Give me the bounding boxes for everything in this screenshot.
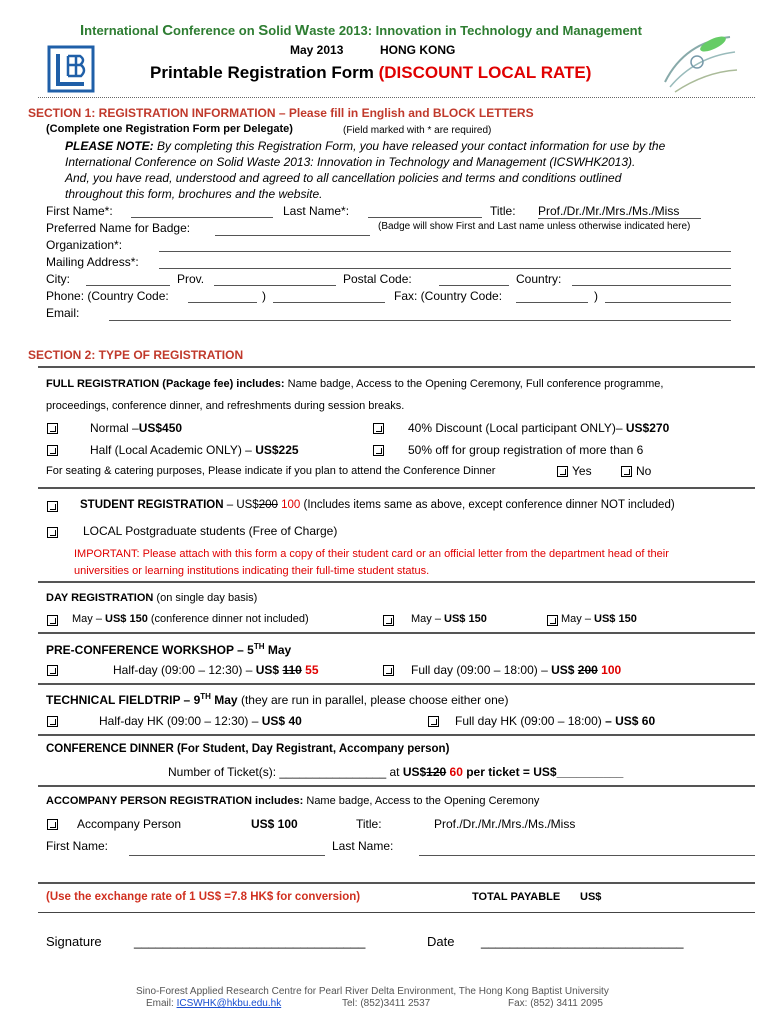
section2-rule: [38, 366, 755, 370]
dinner-no-label: No: [636, 464, 652, 478]
exchange-rate-note: (Use the exchange rate of 1 US$ =7.8 HK$ for conversion): [46, 891, 361, 903]
phone-field[interactable]: [273, 302, 385, 303]
full-registration-includes-2: proceedings, conference dinner, and refreshments during session breaks.: [46, 400, 405, 412]
workshop-full-option: Full day (09:00 – 18:00) – US$ 200 100: [411, 663, 622, 677]
half-local-checkbox[interactable]: [47, 445, 58, 456]
accompany-title-options[interactable]: Prof./Dr./Mr./Mrs./Ms./Miss: [434, 817, 576, 831]
mailing-address-field[interactable]: [159, 268, 731, 269]
badge-name-field[interactable]: [215, 235, 370, 236]
note-line-4: throughout this form, brochures and the website.: [65, 187, 323, 201]
normal-option: Normal –US$450: [90, 421, 183, 435]
first-name-field[interactable]: [131, 217, 273, 218]
dinner-tickets[interactable]: Number of Ticket(s): ________________ at US$120 60 per ticket = US$__________: [168, 765, 624, 779]
header-divider: [38, 97, 755, 98]
day2-checkbox[interactable]: [383, 615, 394, 626]
fax-code-field[interactable]: [516, 302, 588, 303]
note-line-1: PLEASE NOTE: By completing this Registration Form, you have released your contact information for use by the: [65, 139, 666, 153]
workshop-half-option: Half-day (09:00 – 12:30) – US$ 110 55: [113, 663, 319, 677]
day3-option: May – US$ 150: [561, 613, 637, 625]
section1-sub-note: (Field marked with * are required): [343, 125, 492, 136]
fieldtrip-title: TECHNICAL FIELDTRIP – 9TH May (they are run in parallel, please choose either one): [46, 692, 509, 707]
fieldtrip-half-checkbox[interactable]: [47, 716, 58, 727]
fax-label: Fax: (Country Code:: [394, 289, 503, 303]
rule-day: [38, 581, 755, 585]
phone-code-field[interactable]: [188, 302, 257, 303]
rule-accompany: [38, 785, 755, 789]
workshop-title: PRE-CONFERENCE WORKSHOP – 5TH May: [46, 642, 292, 657]
accompany-title: ACCOMPANY PERSON REGISTRATION includes: Name badge, Access to the Opening Ceremony: [46, 795, 540, 807]
student-registration: STUDENT REGISTRATION – US$200 100 (Includes items same as above, except conference dinner NOT included): [80, 499, 675, 511]
conference-place: HONG KONG: [380, 43, 456, 57]
day-registration-title: DAY REGISTRATION (on single day basis): [46, 592, 258, 604]
accompany-last-name-label: Last Name:: [332, 839, 394, 853]
organization-field[interactable]: [159, 251, 731, 252]
footer-email-link[interactable]: ICSWHK@hkbu.edu.hk: [176, 998, 282, 1009]
accompany-person-label: Accompany Person: [77, 817, 182, 831]
fieldtrip-full-checkbox[interactable]: [428, 716, 439, 727]
city-field[interactable]: [86, 285, 170, 286]
day3-checkbox[interactable]: [547, 615, 558, 626]
rule-total: [38, 882, 755, 886]
section1-title: SECTION 1: REGISTRATION INFORMATION – Please fill in English and BLOCK LETTERS: [28, 106, 534, 120]
fieldtrip-half-option: Half-day HK (09:00 – 12:30) – US$ 40: [99, 714, 302, 728]
last-name-label: Last Name*:: [283, 204, 350, 218]
accompany-first-name-field[interactable]: [129, 855, 325, 856]
dinner-yes-label: Yes: [572, 464, 592, 478]
section2-title: SECTION 2: TYPE OF REGISTRATION: [28, 348, 244, 362]
conference-swirl-logo-icon: [655, 22, 745, 102]
conference-name: International Conference on Solid Waste 2013: Innovation in Technology and Management: [80, 22, 642, 39]
postal-code-field[interactable]: [439, 285, 509, 286]
fax-field[interactable]: [605, 302, 731, 303]
accompany-last-name-field[interactable]: [419, 855, 755, 856]
signature-field[interactable]: ________________________________: [134, 934, 366, 949]
footer-org: Sino-Forest Applied Research Centre for Pearl River Delta Environment, The Hong Kong Baptist University: [136, 986, 609, 997]
title-label: Title:: [490, 204, 516, 218]
rule-dinner: [38, 734, 755, 738]
workshop-full-checkbox[interactable]: [383, 665, 394, 676]
discount-checkbox[interactable]: [373, 423, 384, 434]
total-payable-label: TOTAL PAYABLE: [472, 891, 561, 903]
footer-tel: Tel: (852)3411 2537: [342, 998, 431, 1009]
date-field[interactable]: ____________________________: [481, 934, 684, 949]
rule-workshop: [38, 632, 755, 636]
city-label: City:: [46, 272, 70, 286]
half-local-option: Half (Local Academic ONLY) – US$225: [90, 443, 299, 457]
accompany-checkbox[interactable]: [47, 819, 58, 830]
full-registration-includes: FULL REGISTRATION (Package fee) includes: Name badge, Access to the Opening Ceremony, Full conference programme,: [46, 378, 664, 390]
postgraduate-option: LOCAL Postgraduate students (Free of Charge): [83, 524, 338, 538]
student-checkbox[interactable]: [47, 501, 58, 512]
footer-email: Email: ICSWHK@hkbu.edu.hk: [146, 998, 282, 1009]
rule-total-bottom: [38, 912, 755, 913]
phone-label: Phone: (Country Code:: [46, 289, 169, 303]
signature-label: Signature: [46, 934, 102, 949]
accompany-title-label: Title:: [356, 817, 382, 831]
email-label: Email:: [46, 306, 80, 320]
note-line-2: International Conference on Solid Waste 2013: Innovation in Technology and Management (ICSWHK2013).: [65, 155, 636, 169]
postgraduate-checkbox[interactable]: [47, 527, 58, 538]
organization-label: Organization*:: [46, 238, 123, 252]
accompany-price: US$ 100: [251, 817, 298, 831]
last-name-field[interactable]: [368, 217, 482, 218]
badge-note: (Badge will show First and Last name unless otherwise indicated here): [378, 221, 691, 232]
badge-name-label: Preferred Name for Badge:: [46, 221, 191, 235]
important-note-2: universities or learning institutions indicating their full-time student status.: [74, 565, 430, 577]
rule-student: [38, 487, 755, 491]
dinner-yes-checkbox[interactable]: [557, 466, 568, 477]
accompany-first-name-label: First Name:: [46, 839, 109, 853]
mailing-address-label: Mailing Address*:: [46, 255, 139, 269]
fax-paren: ): [594, 289, 598, 303]
group-checkbox[interactable]: [373, 445, 384, 456]
group-option: 50% off for group registration of more than 6: [408, 443, 644, 457]
day1-checkbox[interactable]: [47, 615, 58, 626]
hkbu-logo-icon: [46, 44, 98, 94]
seating-note: For seating & catering purposes, Please indicate if you plan to attend the Conference Dinner: [46, 465, 496, 477]
normal-checkbox[interactable]: [47, 423, 58, 434]
date-label: Date: [427, 934, 455, 949]
title-options[interactable]: Prof./Dr./Mr./Mrs./Ms./Miss: [538, 204, 701, 219]
rule-fieldtrip: [38, 683, 755, 687]
discount-option: 40% Discount (Local participant ONLY)– US$270: [408, 421, 670, 435]
conference-date: May 2013: [290, 43, 344, 57]
email-field[interactable]: [109, 320, 731, 321]
dinner-no-checkbox[interactable]: [621, 466, 632, 477]
form-title: Printable Registration Form (DISCOUNT LOCAL RATE): [150, 63, 592, 82]
day1-option: May – US$ 150 (conference dinner not included): [72, 613, 309, 625]
day2-option: May – US$ 150: [411, 613, 487, 625]
country-field[interactable]: [572, 285, 731, 286]
country-label: Country:: [516, 272, 562, 286]
workshop-half-checkbox[interactable]: [47, 665, 58, 676]
prov-label: Prov.: [177, 272, 205, 286]
section1-sub: (Complete one Registration Form per Delegate): [46, 123, 293, 135]
postal-code-label: Postal Code:: [343, 272, 412, 286]
total-payable-currency: US$: [580, 891, 602, 903]
dinner-title: CONFERENCE DINNER (For Student, Day Registrant, Accompany person): [46, 743, 450, 755]
prov-field[interactable]: [214, 285, 336, 286]
first-name-label: First Name*:: [46, 204, 113, 218]
fieldtrip-full-option: Full day HK (09:00 – 18:00) – US$ 60: [455, 714, 656, 728]
phone-paren: ): [262, 289, 266, 303]
footer-fax: Fax: (852) 3411 2095: [508, 998, 603, 1009]
note-line-3: And, you have read, understood and agreed to all cancellation policies and terms and conditions outlined: [65, 171, 622, 185]
important-note-1: IMPORTANT: Please attach with this form a copy of their student card or an official letter from the department head of their: [74, 548, 669, 560]
